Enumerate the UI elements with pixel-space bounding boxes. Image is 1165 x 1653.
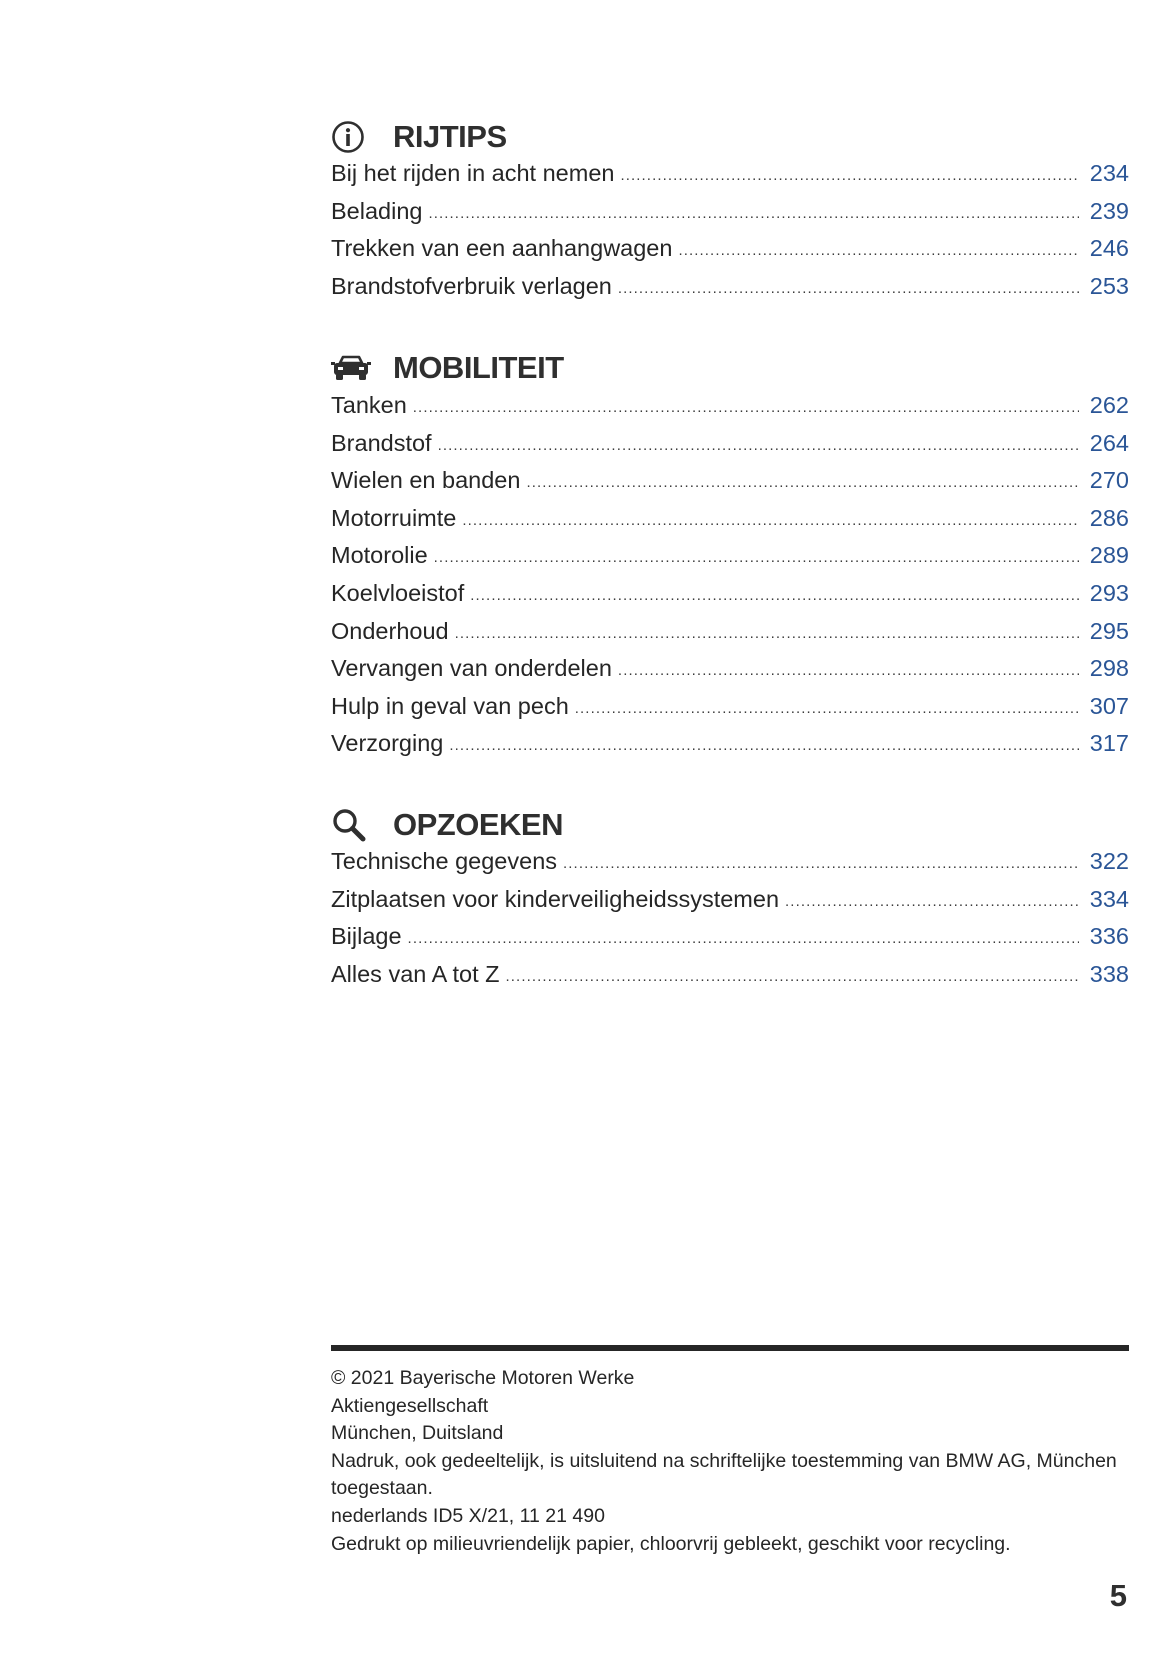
- leader-dots: [449, 737, 1079, 754]
- toc-entry-label: Motorolie: [331, 542, 428, 569]
- leader-dots: [526, 474, 1079, 491]
- paper-notice: Gedrukt op milieuvriendelijk papier, chloorvrij gebleekt, geschikt voor recycling.: [331, 1532, 1011, 1555]
- toc-entry[interactable]: [331, 160, 1129, 198]
- section-title: MOBILITEIT: [393, 350, 564, 385]
- toc-entry-label: Brandstofverbruik verlagen: [331, 272, 612, 299]
- leader-dots: [618, 662, 1079, 679]
- toc-entry-page[interactable]: 307: [1089, 692, 1129, 719]
- page-number: 5: [1109, 1578, 1127, 1613]
- location-line: München, Duitsland: [331, 1422, 504, 1445]
- section-opzoeken: [331, 805, 1129, 998]
- toc-entry-label: Zitplaatsen voor kinderveiligheidssystemen: [331, 885, 780, 912]
- edition-line: nederlands ID5 X/21, 11 21 490: [331, 1504, 605, 1527]
- toc-entry[interactable]: [331, 693, 1129, 731]
- toc-entry-label: Brandstof: [331, 429, 432, 456]
- toc-list: [331, 848, 1129, 998]
- toc-entry-label: Tanken: [331, 392, 407, 418]
- leader-dots: [678, 242, 1079, 259]
- leader-dots: [462, 512, 1079, 529]
- leader-dots: [413, 399, 1079, 416]
- leader-dots: [575, 700, 1079, 717]
- info-icon: [331, 117, 371, 157]
- toc-entry[interactable]: [331, 467, 1129, 505]
- toc-entry[interactable]: [331, 198, 1129, 236]
- car-icon: [331, 348, 371, 388]
- toc-entry-label: Hulp in geval van pech: [331, 692, 569, 719]
- leader-dots: [455, 625, 1079, 642]
- toc-entry-label: Alles van A tot Z: [331, 960, 500, 987]
- toc-entry[interactable]: [331, 886, 1129, 924]
- leader-dots: [785, 893, 1079, 910]
- toc-entry[interactable]: [331, 542, 1129, 580]
- leader-dots: [434, 549, 1079, 566]
- toc-entry[interactable]: [331, 430, 1129, 468]
- toc-entry-page[interactable]: 239: [1089, 197, 1129, 224]
- toc-entry-page[interactable]: 338: [1089, 960, 1129, 987]
- section-rijtips: [331, 117, 1129, 310]
- toc-entry[interactable]: [331, 580, 1129, 618]
- copyright-line: © 2021 Bayerische Motoren Werke: [331, 1367, 635, 1389]
- toc-entry-page[interactable]: 262: [1089, 392, 1129, 418]
- toc-entry[interactable]: [331, 235, 1129, 273]
- toc-entry[interactable]: [331, 848, 1129, 886]
- section-header: [331, 805, 1129, 845]
- toc-entry-label: Onderhoud: [331, 617, 449, 644]
- toc-entry-label: Technische gegevens: [331, 848, 558, 874]
- toc-entry[interactable]: [331, 273, 1129, 311]
- leader-dots: [620, 167, 1079, 184]
- toc-entry-label: Motorruimte: [331, 504, 457, 531]
- toc-list: [331, 160, 1129, 310]
- toc-entry-page[interactable]: 234: [1089, 160, 1129, 186]
- toc-entry-label: Vervangen van onderdelen: [331, 655, 612, 682]
- toc-entry[interactable]: [331, 923, 1129, 961]
- imprint-footer: [331, 1365, 1129, 1558]
- leader-dots: [408, 930, 1079, 947]
- leader-dots: [506, 968, 1079, 985]
- reprint-notice: Nadruk, ook gedeeltelijk, is uitsluitend na schriftelijke toestemming van BMW AG, München toegestaan.: [331, 1449, 1117, 1500]
- toc-entry-page[interactable]: 298: [1089, 655, 1129, 682]
- toc-entry-page[interactable]: 246: [1089, 235, 1129, 262]
- toc-entry[interactable]: [331, 392, 1129, 430]
- toc-entry-page[interactable]: 293: [1089, 579, 1129, 606]
- company-line: Aktiengesellschaft: [331, 1394, 489, 1417]
- toc-entry-label: Koelvloeistof: [331, 579, 465, 606]
- footer-divider: [331, 1345, 1129, 1351]
- toc-entry-page[interactable]: 264: [1089, 429, 1129, 456]
- toc-entry-page[interactable]: 334: [1089, 885, 1129, 912]
- leader-dots: [470, 587, 1079, 604]
- section-mobiliteit: [331, 348, 1129, 768]
- toc-entry[interactable]: [331, 961, 1129, 999]
- toc-entry-label: Bijlage: [331, 923, 402, 950]
- toc-entry-label: Verzorging: [331, 730, 444, 757]
- toc-entry-label: Trekken van een aanhangwagen: [331, 235, 673, 262]
- toc-entry[interactable]: [331, 655, 1129, 693]
- leader-dots: [563, 855, 1079, 872]
- search-icon: [331, 805, 371, 845]
- section-title: OPZOEKEN: [393, 807, 563, 842]
- toc-entry[interactable]: [331, 618, 1129, 656]
- toc-entry-page[interactable]: 270: [1089, 467, 1129, 494]
- section-header: [331, 117, 1129, 157]
- toc-entry-label: Wielen en banden: [331, 467, 521, 494]
- toc-entry-label: Belading: [331, 197, 423, 224]
- leader-dots: [438, 437, 1079, 454]
- section-header: [331, 348, 1129, 388]
- toc-list: [331, 392, 1129, 768]
- toc-entry-page[interactable]: 295: [1089, 617, 1129, 644]
- toc-entry-page[interactable]: 289: [1089, 542, 1129, 569]
- toc-entry-label: Bij het rijden in acht nemen: [331, 160, 615, 186]
- toc-entry[interactable]: [331, 505, 1129, 543]
- toc-entry-page[interactable]: 253: [1089, 272, 1129, 299]
- leader-dots: [618, 280, 1079, 297]
- toc-entry-page[interactable]: 317: [1089, 730, 1129, 757]
- toc-entry-page[interactable]: 336: [1089, 923, 1129, 950]
- leader-dots: [428, 205, 1079, 222]
- toc-entry-page[interactable]: 322: [1089, 848, 1129, 874]
- toc-entry-page[interactable]: 286: [1089, 504, 1129, 531]
- section-title: RIJTIPS: [393, 119, 507, 154]
- toc-entry[interactable]: [331, 730, 1129, 768]
